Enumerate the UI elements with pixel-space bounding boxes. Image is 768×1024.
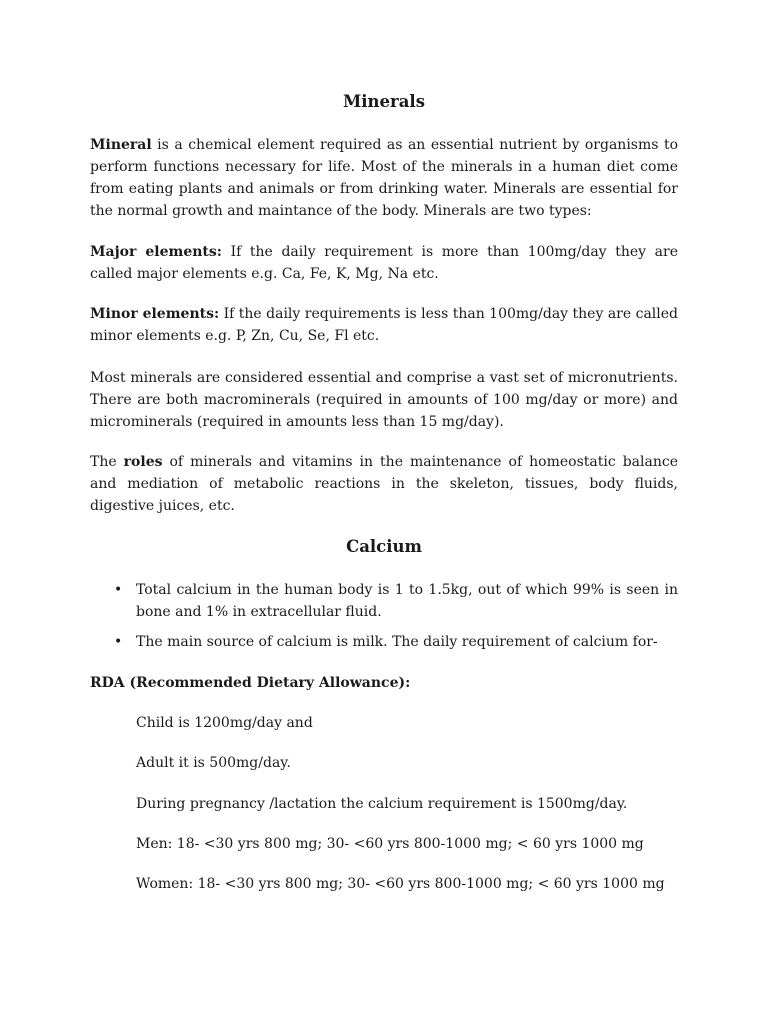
page-title: Minerals bbox=[343, 92, 425, 111]
roles-text: of minerals and vitamins in the maintenance of homeostatic balance and mediation of metabolic reactions in the skeleton, tissues, body fluids, digestive juices, etc. bbox=[90, 454, 678, 514]
minor-elements-term: Minor elements: bbox=[90, 306, 220, 322]
essential-minerals-paragraph: Most minerals are considered essential and comprise a vast set of micronutrients. There are both macrominerals (required in amounts of 100 mg/day or more) and microminerals (required in amounts less than 15 mg/day). bbox=[90, 370, 678, 430]
rda-line: Child is 1200mg/day and bbox=[136, 715, 313, 731]
bullet-icon: • bbox=[114, 582, 123, 598]
roles-pre: The bbox=[90, 454, 124, 470]
roles-paragraph bbox=[90, 451, 678, 517]
calcium-bullet-list bbox=[90, 579, 678, 653]
calcium-heading: Calcium bbox=[346, 537, 422, 556]
intro-term: Mineral bbox=[90, 137, 152, 153]
minor-elements-text: If the daily requirements is less than 100mg/day they are called minor elements e.g. P, Zn, Cu, Se, Fl etc. bbox=[90, 306, 678, 344]
rda-line: Women: 18- <30 yrs 800 mg; 30- <60 yrs 800-1000 mg; < 60 yrs 1000 mg bbox=[136, 876, 665, 892]
roles-term: roles bbox=[123, 454, 163, 470]
bullet-text: The main source of calcium is milk. The daily requirement of calcium for- bbox=[136, 634, 658, 650]
minor-elements-paragraph bbox=[90, 303, 678, 347]
rda-line: Adult it is 500mg/day. bbox=[136, 755, 291, 771]
bullet-text: Total calcium in the human body is 1 to 1.5kg, out of which 99% is seen in bone and 1% in extracellular fluid. bbox=[136, 582, 678, 620]
rda-line: During pregnancy /lactation the calcium requirement is 1500mg/day. bbox=[136, 796, 628, 812]
list-item bbox=[90, 631, 678, 653]
major-elements-term: Major elements: bbox=[90, 244, 222, 260]
intro-text: is a chemical element required as an essential nutrient by organisms to perform functions necessary for life. Most of the minerals in a human diet come from eating plants and animals or from drinking water. Minerals are essential for the normal growth and maintance of the body. Minerals are two types: bbox=[90, 137, 678, 219]
list-item bbox=[90, 579, 678, 623]
rda-heading: RDA (Recommended Dietary Allowance): bbox=[90, 675, 411, 691]
intro-paragraph bbox=[90, 134, 678, 222]
major-elements-paragraph bbox=[90, 241, 678, 285]
major-elements-text: If the daily requirement is more than 100mg/day they are called major elements e.g. Ca, Fe, K, Mg, Na etc. bbox=[90, 244, 678, 282]
rda-line: Men: 18- <30 yrs 800 mg; 30- <60 yrs 800-1000 mg; < 60 yrs 1000 mg bbox=[136, 836, 644, 852]
bullet-icon: • bbox=[114, 634, 123, 650]
